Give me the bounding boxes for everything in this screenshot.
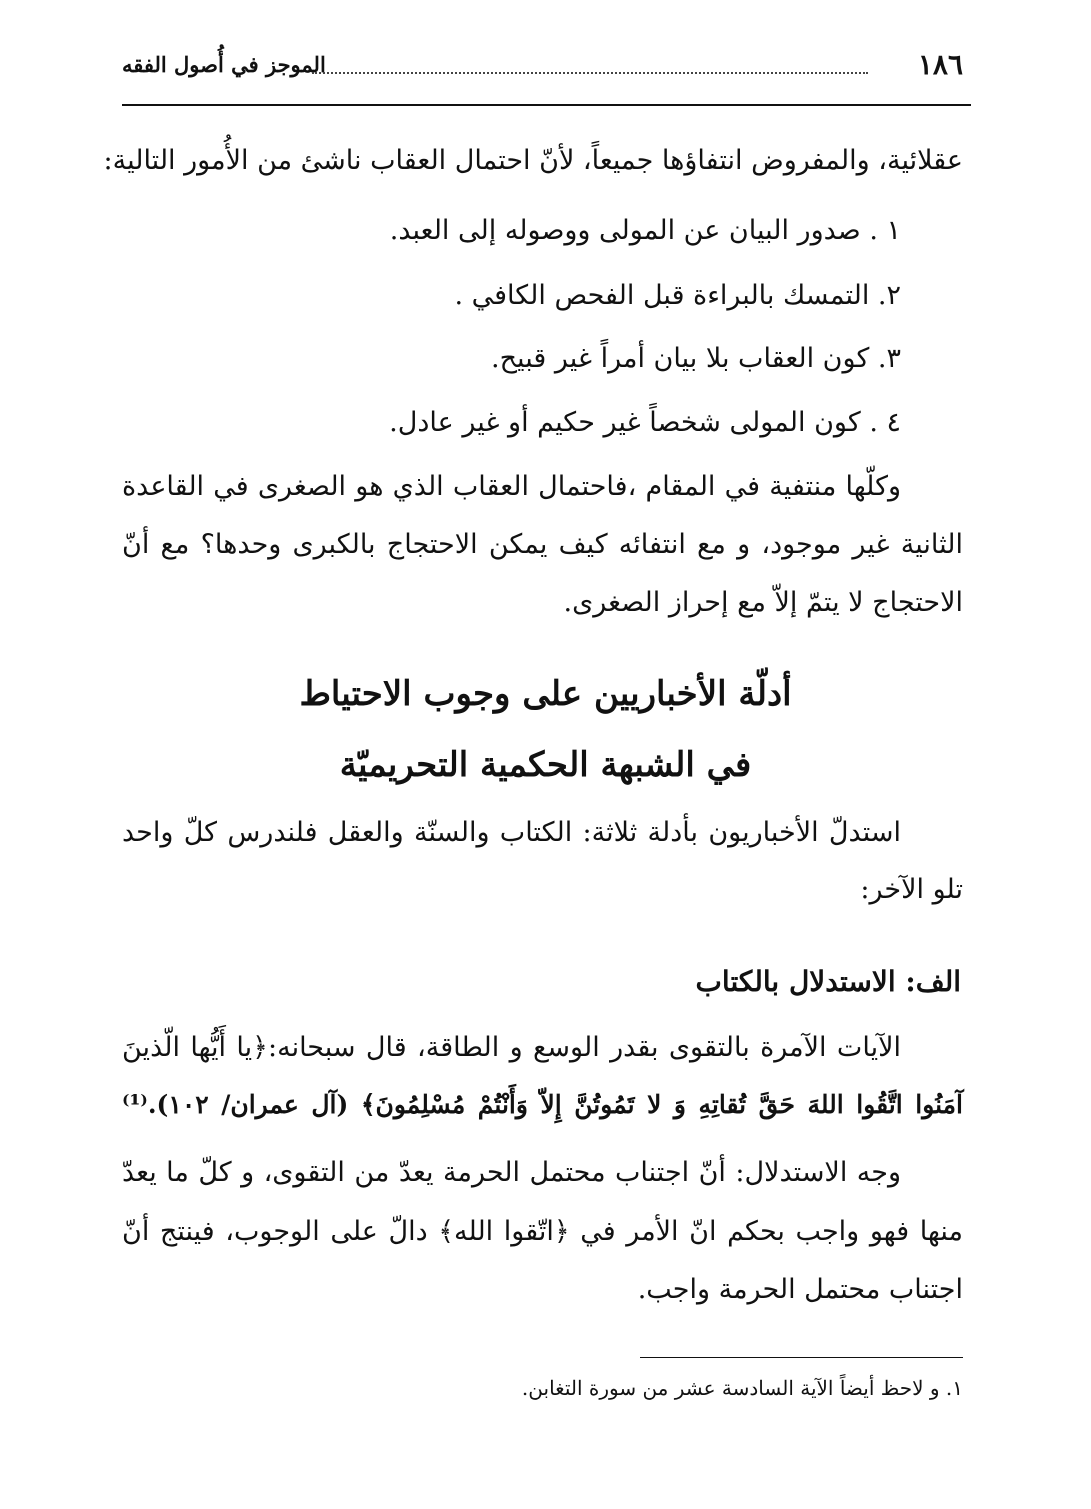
page-header — [122, 46, 963, 102]
section-heading-line2: في الشبهة الحكمية التحريميّة — [339, 745, 752, 785]
paragraph4-line3: اجتناب محتمل الحرمة واجب. — [637, 1274, 963, 1305]
subheading-quran: الف: الاستدلال بالكتاب — [695, 965, 961, 998]
paragraph3-line1: الآيات الآمرة بالتقوى بقدر الوسع و الطاقة، قال سبحانه:﴿يا أَيُّها الّذينَ — [122, 1032, 901, 1063]
paragraph4-line2: منها فهو واجب بحكم انّ الأمر في ﴿اتّقوا الله﴾ دالّ على الوجوب، فينتج أنّ — [122, 1216, 963, 1247]
list-item-3: ٣. كون العقاب بلا بيان أمراً غير قبيح. — [491, 343, 901, 374]
section-heading-line1: أدلّة الأخباريين على وجوب الاحتياط — [299, 674, 792, 714]
paragraph1-line3: الاحتجاج لا يتمّ إلاّ مع إحراز الصغرى. — [563, 587, 963, 618]
paragraph2-line1: استدلّ الأخباريون بأدلة ثلاثة: الكتاب والسنّة والعقل فلندرس كلّ واحد — [122, 817, 901, 848]
header-rule — [122, 104, 971, 106]
list-item-2: ٢. التمسك بالبراءة قبل الفحص الكافي . — [454, 280, 901, 311]
paragraph1-line1: وكلّها منتفية في المقام ،فاحتمال العقاب الذي هو الصغرى في القاعدة — [122, 471, 901, 502]
paragraph1-line2: الثانية غير موجود، و مع انتفائه كيف يمكن الاحتجاج بالكبرى وحدها؟ مع أنّ — [122, 529, 963, 560]
intro-line: عقلائية، والمفروض انتفاؤها جميعاً، لأنّ احتمال العقاب ناشئ من الأُمور التالية: — [103, 145, 963, 176]
paragraph3-verse-line: آمَنُوا اتَّقُوا اللهَ حَقَّ تُقاتِهِ وَ لا تَمُوتُنَّ إِلاّ وَأَنْتُمْ مُسْلِمُونَ﴾ (آل عمران/ ١٠٢).⁽¹⁾ — [122, 1090, 963, 1119]
paragraph4-line1: وجه الاستدلال: أنّ اجتناب محتمل الحرمة يعدّ من التقوى، و كلّ ما يعدّ — [122, 1157, 901, 1188]
list-item-1: ١ . صدور البيان عن المولى ووصوله إلى العبد. — [389, 215, 901, 246]
book-title: الموجز في أُصول الفقه — [122, 52, 326, 77]
footnote-rule — [640, 1357, 963, 1358]
paragraph2-line2: تلو الآخر: — [860, 874, 963, 905]
page-number: ١٨٦ — [917, 48, 963, 81]
list-item-4: ٤ . كون المولى شخصاً غير حكيم أو غير عادل. — [389, 407, 901, 438]
header-dot-leader — [312, 72, 868, 74]
footnote: ١. و لاحظ أيضاً الآية السادسة عشر من سورة التغابن. — [521, 1376, 963, 1400]
